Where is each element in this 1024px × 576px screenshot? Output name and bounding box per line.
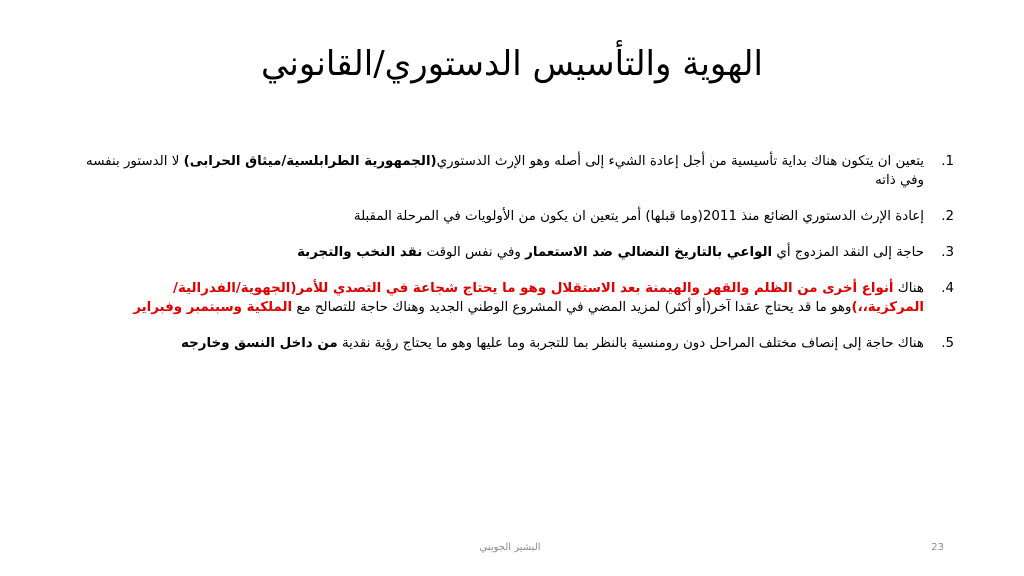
- list-item-1: [86, 152, 954, 190]
- item-bold-text: نقد النخب والتجربة: [297, 245, 423, 260]
- item-bold-text: الواعي بالتاريخ النضالي ضد الاستعمار: [525, 245, 773, 260]
- list-item-3: [86, 243, 954, 262]
- list-item-4: [86, 279, 954, 317]
- item-bold-text: (الجمهورية الطرابلسية/ميثاق الحرابى): [183, 154, 437, 169]
- item-red-bold-text: أنواع أخرى من الظلم والقهر والهيمنة بعد الاستقلال وهو ما يحتاج شجاعة في التصدي للأمر(الجهوية/الفدرالية/المركزية،،): [173, 281, 924, 315]
- footer-author: البشير الجويني: [479, 542, 541, 553]
- item-number: 2.: [941, 209, 954, 224]
- slide-title: الهوية والتأسيس الدستوري/القانوني: [261, 44, 763, 84]
- item-number: 3.: [941, 245, 954, 260]
- item-number: 1.: [941, 154, 954, 169]
- item-text: إعادة الإرث الدستوري الضائع منذ 2011(وما قبلها) أمر يتعين ان يكون من الأولويات في المرحلة المقبلة: [353, 209, 924, 224]
- slide-number: 23: [931, 542, 944, 553]
- item-text: يتعين ان يتكون هناك بداية تأسيسية من أجل إعادة الشيء إلى أصله وهو الإرث الدستوري: [436, 154, 924, 169]
- item-red-bold-text: الملكية وسبتمبر وفبراير: [133, 300, 293, 315]
- item-text: لا الدستور بنفسه وفي ذاته: [86, 154, 924, 188]
- item-number: 5.: [941, 336, 954, 351]
- numbered-list: [86, 152, 954, 366]
- item-text: وهو ما قد يحتاج عقدا آخر(أو أكثر) لمزيد المضي في المشروع الوطني الجديد وهناك حاجة للتصالح مع: [292, 300, 852, 315]
- item-text: هناك حاجة إلى إنصاف مختلف المراحل دون رومنسية بالنظر بما للتجربة وما عليها وهو ما يحتاج رؤية نقدية: [337, 336, 924, 351]
- item-number: 4.: [941, 281, 954, 296]
- item-bold-text: من داخل النسق وخارجه: [181, 336, 338, 351]
- item-text: وفي نفس الوقت: [422, 245, 526, 260]
- list-item-5: [86, 334, 954, 353]
- list-item-2: [86, 207, 954, 226]
- item-text: هناك: [893, 281, 924, 296]
- item-text: حاجة إلى النقد المزدوج أي: [772, 245, 924, 260]
